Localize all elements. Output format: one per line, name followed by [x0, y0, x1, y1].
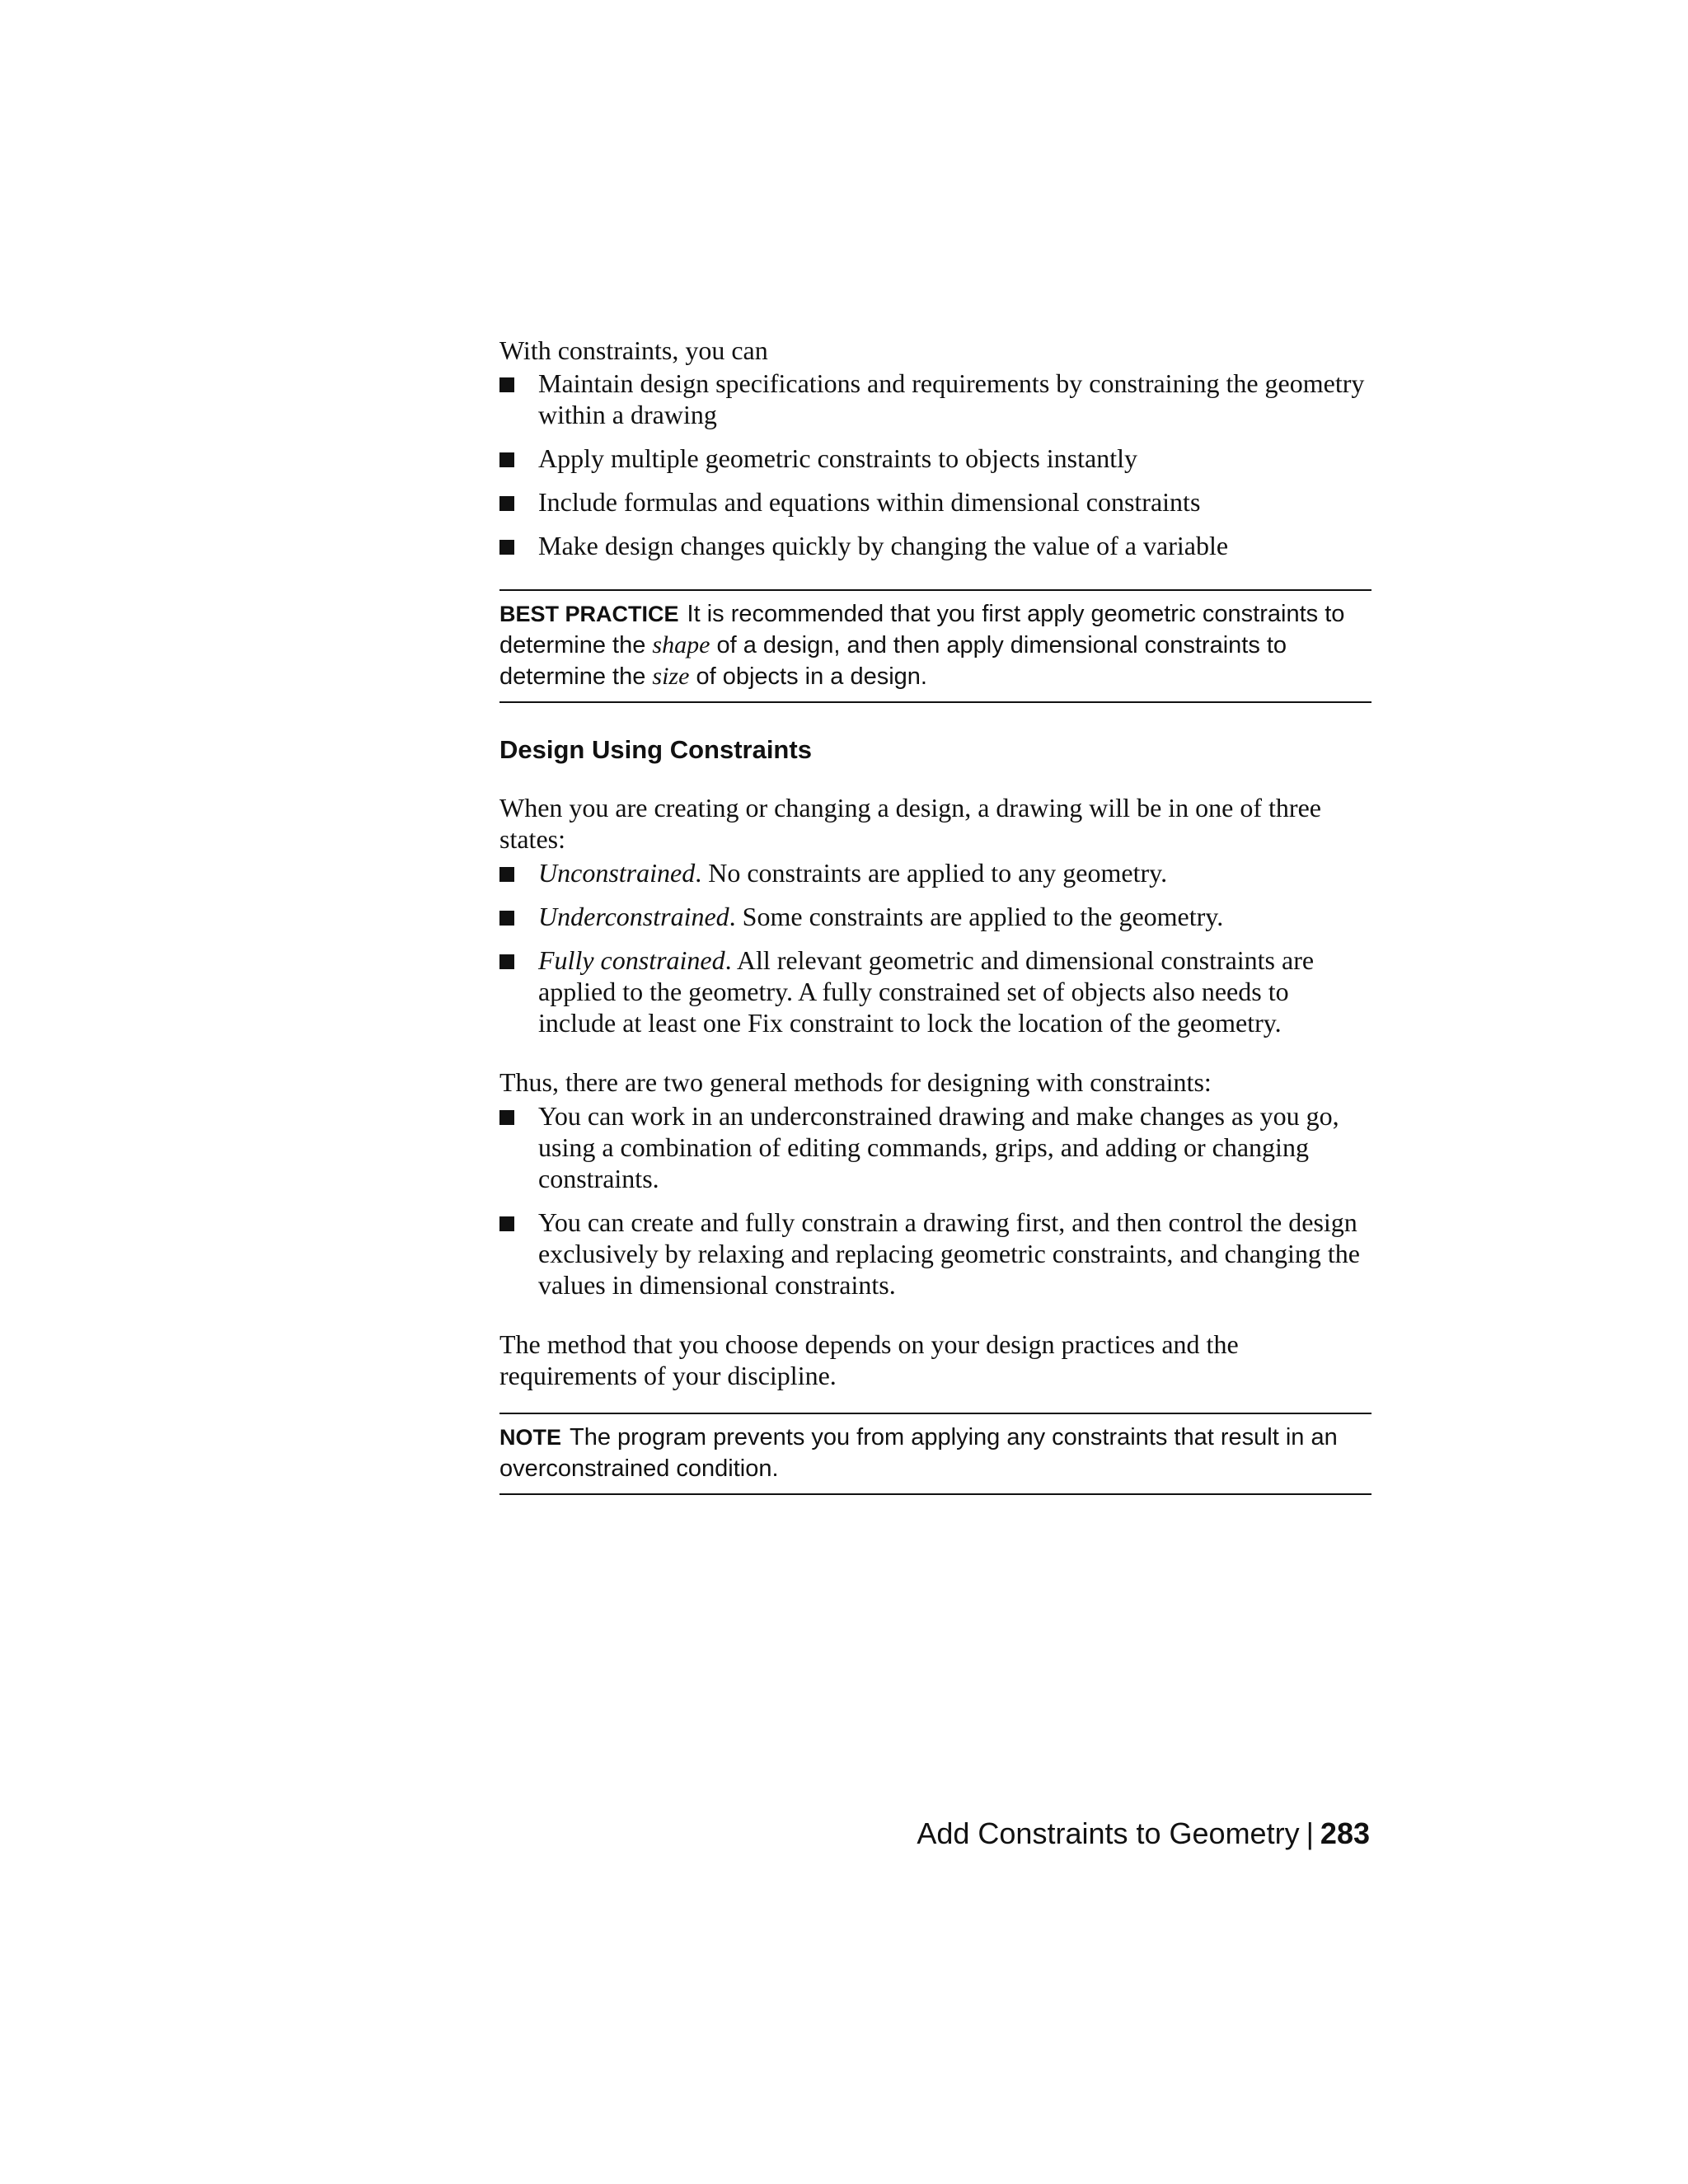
best-practice-label: BEST PRACTICE [499, 602, 679, 626]
list-item-text: Make design changes quickly by changing the value of a variable [538, 531, 1229, 560]
list-item [499, 443, 1372, 474]
intro-text: With constraints, you can [499, 335, 768, 365]
list-item [499, 944, 1372, 1038]
list-item-text: You can create and fully constrain a drawing first, and then control the design exclusively by relaxing and replacing geometric constraints, and changing the values in dimensional constraints. [538, 1207, 1360, 1300]
page-number: 283 [1320, 1816, 1370, 1850]
square-bullet-icon [499, 954, 514, 969]
states-list [499, 857, 1372, 1038]
state-description: . No constraints are applied to any geometry. [695, 858, 1168, 888]
list-item-text: Maintain design specifications and requirements by constraining the geometry within a drawing [538, 368, 1365, 429]
best-practice-emphasis-shape: shape [652, 631, 710, 658]
state-description: . Some constraints are applied to the geometry. [729, 902, 1224, 931]
square-bullet-icon [499, 1110, 514, 1125]
best-practice-text-part: It is recommended that you first apply geometric constraints to determine the [499, 601, 1345, 658]
list-item [499, 530, 1372, 561]
methods-list [499, 1100, 1372, 1301]
list-item-text: You can work in an underconstrained drawing and make changes as you go, using a combination of editing commands, grips, and adding or changing constraints. [538, 1101, 1339, 1193]
list-item-text: Include formulas and equations within dimensional constraints [538, 487, 1201, 517]
note-callout [499, 1413, 1372, 1495]
section-heading: Design Using Constraints [499, 735, 812, 764]
list-item-text: Apply multiple geometric constraints to objects instantly [538, 443, 1137, 473]
states-intro: When you are creating or changing a design, a drawing will be in one of three states: [499, 793, 1321, 854]
state-term: Fully constrained [538, 945, 725, 975]
page-footer [917, 1816, 1370, 1852]
square-bullet-icon [499, 911, 514, 926]
list-item [499, 486, 1372, 518]
best-practice-text-part: of objects in a design. [696, 663, 927, 690]
square-bullet-icon [499, 377, 514, 392]
method-choice-text: The method that you choose depends on your design practices and the requirements of your discipline. [499, 1329, 1239, 1390]
chapter-title: Add Constraints to Geometry [917, 1816, 1300, 1850]
footer-separator: | [1306, 1816, 1314, 1850]
list-item [499, 857, 1372, 888]
square-bullet-icon [499, 867, 514, 882]
methods-intro: Thus, there are two general methods for designing with constraints: [499, 1067, 1212, 1097]
square-bullet-icon [499, 452, 514, 467]
list-item [499, 901, 1372, 932]
state-term: Underconstrained [538, 902, 729, 931]
square-bullet-icon [499, 496, 514, 511]
state-term: Unconstrained [538, 858, 696, 888]
list-item [499, 1207, 1372, 1301]
state-description: . All relevant geometric and dimensional constraints are applied to the geometry. A fully constrained set of objects also needs to include at least one Fix constraint to lock the location of the geometry. [538, 945, 1315, 1038]
note-text: The program prevents you from applying any constraints that result in an overconstrained condition. [499, 1424, 1338, 1482]
square-bullet-icon [499, 1216, 514, 1231]
list-item [499, 368, 1372, 430]
best-practice-callout [499, 589, 1372, 703]
best-practice-text-part: of a design, and then apply dimensional constraints to determine the [499, 632, 1287, 690]
best-practice-emphasis-size: size [652, 663, 690, 690]
benefits-list [499, 368, 1372, 561]
square-bullet-icon [499, 540, 514, 555]
page-body [499, 335, 1372, 1495]
note-label: NOTE [499, 1425, 562, 1450]
list-item [499, 1100, 1372, 1194]
